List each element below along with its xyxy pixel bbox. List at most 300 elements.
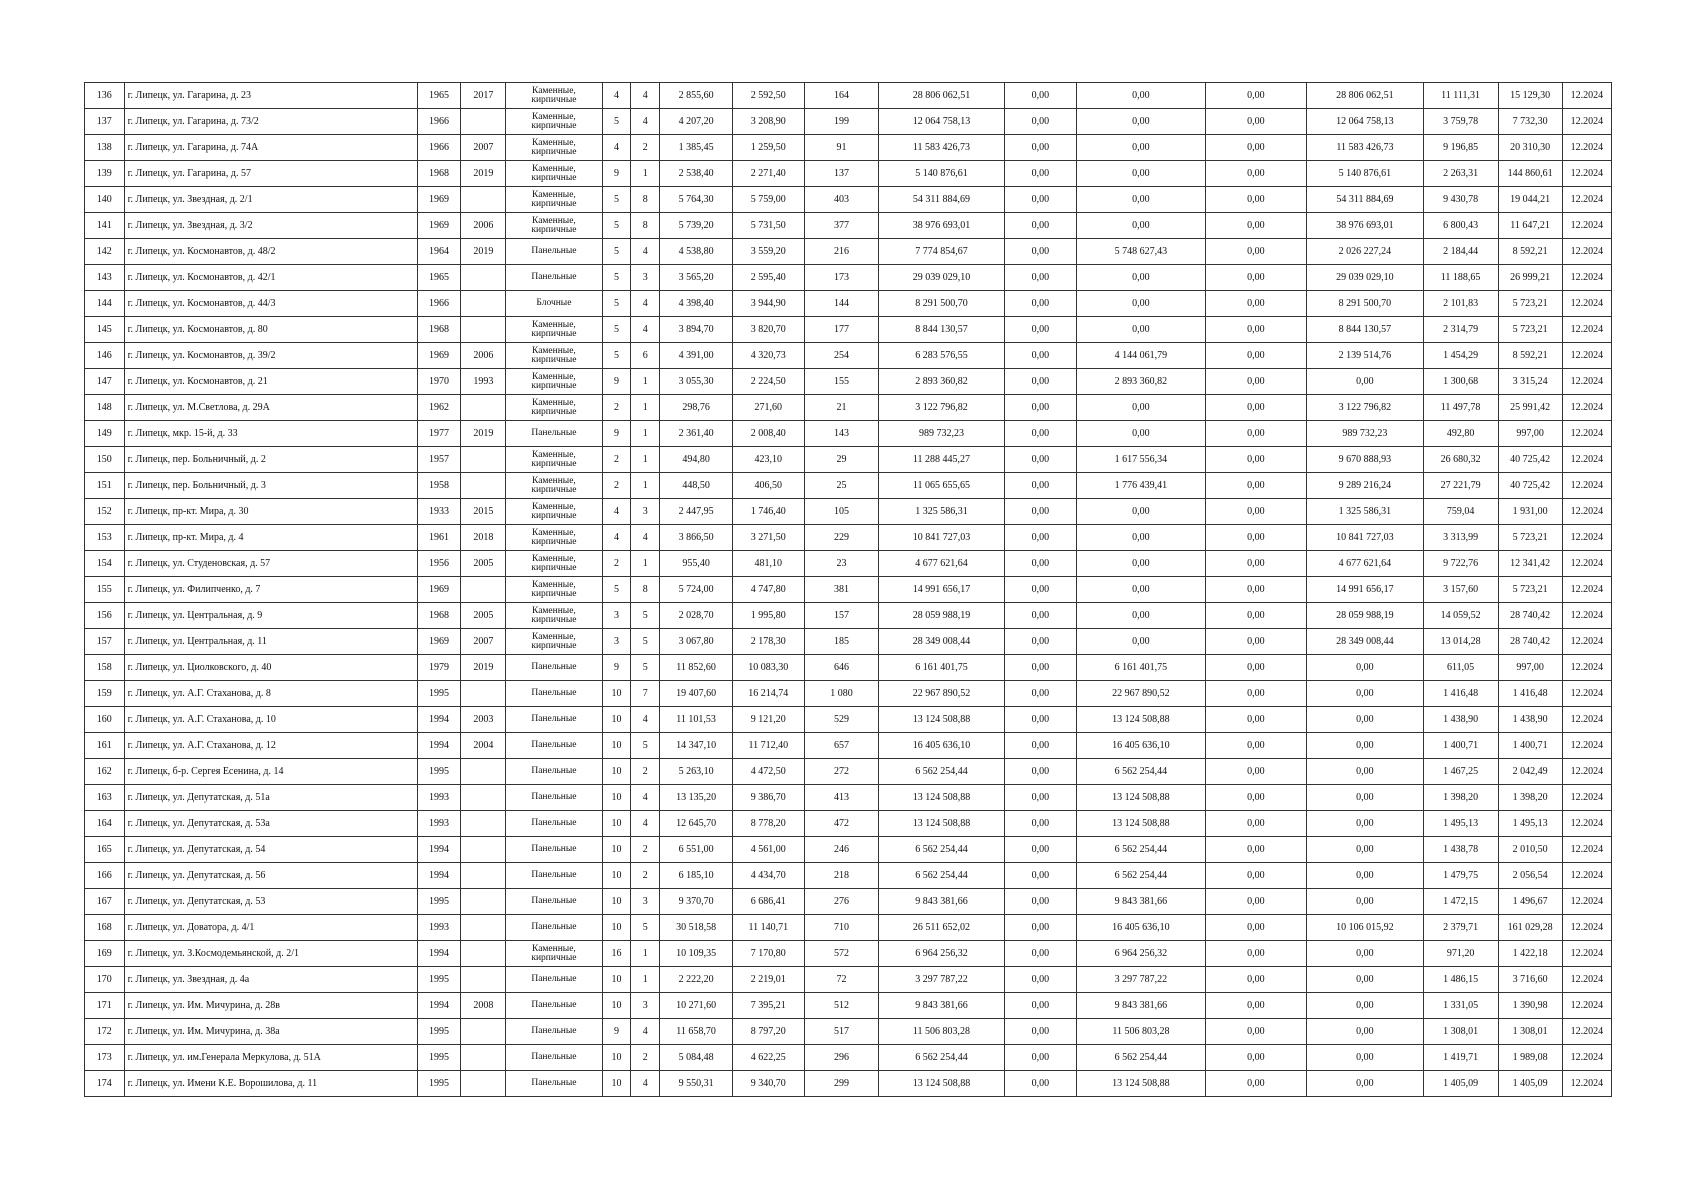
max-cost-per-sqm-cell: 28 740,42: [1498, 603, 1562, 629]
address-cell: г. Липецк, пр-кт. Мира, д. 4: [124, 525, 417, 551]
budget-cost-cell: 0,00: [1077, 161, 1205, 187]
cost-per-sqm-cell: 1 419,71: [1423, 1045, 1498, 1071]
owner-cost-cell: 9 289 216,24: [1307, 473, 1424, 499]
living-area-cell: 3 820,70: [732, 317, 804, 343]
residents-cell: 185: [804, 629, 879, 655]
year-renovated-cell: 2006: [461, 343, 506, 369]
row-number-cell: 140: [85, 187, 125, 213]
owner-cost-cell: 0,00: [1307, 707, 1424, 733]
residents-cell: 173: [804, 265, 879, 291]
deadline-cell: 12.2024: [1562, 733, 1611, 759]
residents-cell: 254: [804, 343, 879, 369]
fund-cost-cell: 0,00: [1004, 1071, 1077, 1097]
wall-material-cell: Каменные, кирпичные: [506, 135, 602, 161]
wall-material-cell: Каменные, кирпичные: [506, 551, 602, 577]
table-row: [85, 785, 1612, 811]
owner-cost-cell: 4 677 621,64: [1307, 551, 1424, 577]
total-cost-cell: 9 843 381,66: [879, 993, 1004, 1019]
other-cost-cell: 0,00: [1205, 265, 1307, 291]
owner-cost-cell: 10 841 727,03: [1307, 525, 1424, 551]
owner-cost-cell: 10 106 015,92: [1307, 915, 1424, 941]
row-number-cell: 159: [85, 681, 125, 707]
residents-cell: 216: [804, 239, 879, 265]
year-renovated-cell: [461, 473, 506, 499]
total-area-cell: 2 538,40: [660, 161, 733, 187]
table-row: [85, 1045, 1612, 1071]
deadline-cell: 12.2024: [1562, 395, 1611, 421]
living-area-cell: 3 271,50: [732, 525, 804, 551]
year-built-cell: 1994: [417, 707, 461, 733]
entrances-cell: 6: [631, 343, 660, 369]
floors-cell: 2: [602, 473, 631, 499]
address-cell: г. Липецк, пер. Больничный, д. 2: [124, 447, 417, 473]
address-cell: г. Липецк, ул. Депутатская, д. 53а: [124, 811, 417, 837]
year-built-cell: 1968: [417, 161, 461, 187]
living-area-cell: 2 219,01: [732, 967, 804, 993]
living-area-cell: 1 259,50: [732, 135, 804, 161]
residents-cell: 572: [804, 941, 879, 967]
cost-per-sqm-cell: 11 497,78: [1423, 395, 1498, 421]
address-cell: г. Липецк, ул. М.Светлова, д. 29А: [124, 395, 417, 421]
floors-cell: 9: [602, 369, 631, 395]
budget-cost-cell: 4 144 061,79: [1077, 343, 1205, 369]
wall-material-cell: Каменные, кирпичные: [506, 213, 602, 239]
owner-cost-cell: 54 311 884,69: [1307, 187, 1424, 213]
total-cost-cell: 4 677 621,64: [879, 551, 1004, 577]
residents-cell: 299: [804, 1071, 879, 1097]
floors-cell: 10: [602, 707, 631, 733]
wall-material-cell: Панельные: [506, 889, 602, 915]
deadline-cell: 12.2024: [1562, 993, 1611, 1019]
table-row: [85, 1019, 1612, 1045]
owner-cost-cell: 0,00: [1307, 785, 1424, 811]
living-area-cell: 2 271,40: [732, 161, 804, 187]
other-cost-cell: 0,00: [1205, 707, 1307, 733]
living-area-cell: 4 320,73: [732, 343, 804, 369]
other-cost-cell: 0,00: [1205, 1071, 1307, 1097]
deadline-cell: 12.2024: [1562, 369, 1611, 395]
max-cost-per-sqm-cell: 1 931,00: [1498, 499, 1562, 525]
total-area-cell: 1 385,45: [660, 135, 733, 161]
residents-cell: 272: [804, 759, 879, 785]
other-cost-cell: 0,00: [1205, 629, 1307, 655]
table-body: [85, 83, 1612, 1097]
address-cell: г. Липецк, ул. Депутатская, д. 56: [124, 863, 417, 889]
max-cost-per-sqm-cell: 1 438,90: [1498, 707, 1562, 733]
entrances-cell: 1: [631, 473, 660, 499]
owner-cost-cell: 28 349 008,44: [1307, 629, 1424, 655]
wall-material-cell: Каменные, кирпичные: [506, 187, 602, 213]
fund-cost-cell: 0,00: [1004, 161, 1077, 187]
budget-cost-cell: 6 562 254,44: [1077, 759, 1205, 785]
wall-material-cell: Каменные, кирпичные: [506, 83, 602, 109]
other-cost-cell: 0,00: [1205, 681, 1307, 707]
total-cost-cell: 13 124 508,88: [879, 811, 1004, 837]
year-renovated-cell: [461, 577, 506, 603]
fund-cost-cell: 0,00: [1004, 135, 1077, 161]
cost-per-sqm-cell: 492,80: [1423, 421, 1498, 447]
fund-cost-cell: 0,00: [1004, 837, 1077, 863]
year-renovated-cell: 2005: [461, 603, 506, 629]
total-area-cell: 11 852,60: [660, 655, 733, 681]
total-cost-cell: 6 964 256,32: [879, 941, 1004, 967]
cost-per-sqm-cell: 611,05: [1423, 655, 1498, 681]
deadline-cell: 12.2024: [1562, 603, 1611, 629]
other-cost-cell: 0,00: [1205, 785, 1307, 811]
max-cost-per-sqm-cell: 7 732,30: [1498, 109, 1562, 135]
wall-material-cell: Каменные, кирпичные: [506, 577, 602, 603]
row-number-cell: 158: [85, 655, 125, 681]
row-number-cell: 138: [85, 135, 125, 161]
address-cell: г. Липецк, ул. Космонавтов, д. 42/1: [124, 265, 417, 291]
year-renovated-cell: 2017: [461, 83, 506, 109]
wall-material-cell: Панельные: [506, 655, 602, 681]
row-number-cell: 172: [85, 1019, 125, 1045]
cost-per-sqm-cell: 9 196,85: [1423, 135, 1498, 161]
max-cost-per-sqm-cell: 144 860,61: [1498, 161, 1562, 187]
fund-cost-cell: 0,00: [1004, 83, 1077, 109]
floors-cell: 9: [602, 421, 631, 447]
total-cost-cell: 28 349 008,44: [879, 629, 1004, 655]
deadline-cell: 12.2024: [1562, 915, 1611, 941]
address-cell: г. Липецк, ул. Звездная, д. 4а: [124, 967, 417, 993]
cost-per-sqm-cell: 1 479,75: [1423, 863, 1498, 889]
year-renovated-cell: [461, 109, 506, 135]
residents-cell: 21: [804, 395, 879, 421]
residents-cell: 144: [804, 291, 879, 317]
total-area-cell: 298,76: [660, 395, 733, 421]
total-cost-cell: 7 774 854,67: [879, 239, 1004, 265]
total-area-cell: 30 518,58: [660, 915, 733, 941]
other-cost-cell: 0,00: [1205, 655, 1307, 681]
floors-cell: 5: [602, 213, 631, 239]
entrances-cell: 1: [631, 551, 660, 577]
floors-cell: 5: [602, 317, 631, 343]
total-area-cell: 3 067,80: [660, 629, 733, 655]
cost-per-sqm-cell: 13 014,28: [1423, 629, 1498, 655]
other-cost-cell: 0,00: [1205, 447, 1307, 473]
deadline-cell: 12.2024: [1562, 941, 1611, 967]
residents-cell: 413: [804, 785, 879, 811]
entrances-cell: 5: [631, 733, 660, 759]
other-cost-cell: 0,00: [1205, 343, 1307, 369]
entrances-cell: 4: [631, 83, 660, 109]
other-cost-cell: 0,00: [1205, 525, 1307, 551]
address-cell: г. Липецк, ул. Космонавтов, д. 39/2: [124, 343, 417, 369]
floors-cell: 10: [602, 967, 631, 993]
wall-material-cell: Каменные, кирпичные: [506, 473, 602, 499]
fund-cost-cell: 0,00: [1004, 889, 1077, 915]
budget-cost-cell: 6 562 254,44: [1077, 863, 1205, 889]
residents-cell: 177: [804, 317, 879, 343]
other-cost-cell: 0,00: [1205, 239, 1307, 265]
year-built-cell: 1961: [417, 525, 461, 551]
max-cost-per-sqm-cell: 2 056,54: [1498, 863, 1562, 889]
address-cell: г. Липецк, ул. Звездная, д. 3/2: [124, 213, 417, 239]
cost-per-sqm-cell: 2 101,83: [1423, 291, 1498, 317]
table-row: [85, 577, 1612, 603]
entrances-cell: 3: [631, 889, 660, 915]
houses-registry-table: [84, 82, 1612, 1097]
year-built-cell: 1968: [417, 317, 461, 343]
other-cost-cell: 0,00: [1205, 837, 1307, 863]
owner-cost-cell: 0,00: [1307, 837, 1424, 863]
address-cell: г. Липецк, ул. Центральная, д. 9: [124, 603, 417, 629]
entrances-cell: 2: [631, 863, 660, 889]
row-number-cell: 170: [85, 967, 125, 993]
total-cost-cell: 5 140 876,61: [879, 161, 1004, 187]
row-number-cell: 146: [85, 343, 125, 369]
fund-cost-cell: 0,00: [1004, 967, 1077, 993]
fund-cost-cell: 0,00: [1004, 733, 1077, 759]
residents-cell: 164: [804, 83, 879, 109]
living-area-cell: 11 140,71: [732, 915, 804, 941]
cost-per-sqm-cell: 3 759,78: [1423, 109, 1498, 135]
living-area-cell: 16 214,74: [732, 681, 804, 707]
floors-cell: 3: [602, 603, 631, 629]
year-built-cell: 1969: [417, 629, 461, 655]
total-area-cell: 11 658,70: [660, 1019, 733, 1045]
deadline-cell: 12.2024: [1562, 447, 1611, 473]
max-cost-per-sqm-cell: 997,00: [1498, 421, 1562, 447]
deadline-cell: 12.2024: [1562, 499, 1611, 525]
residents-cell: 472: [804, 811, 879, 837]
budget-cost-cell: 13 124 508,88: [1077, 707, 1205, 733]
table-row: [85, 343, 1612, 369]
floors-cell: 10: [602, 785, 631, 811]
row-number-cell: 151: [85, 473, 125, 499]
floors-cell: 9: [602, 655, 631, 681]
entrances-cell: 4: [631, 109, 660, 135]
row-number-cell: 144: [85, 291, 125, 317]
max-cost-per-sqm-cell: 11 647,21: [1498, 213, 1562, 239]
other-cost-cell: 0,00: [1205, 967, 1307, 993]
address-cell: г. Липецк, ул. Им. Мичурина, д. 38а: [124, 1019, 417, 1045]
owner-cost-cell: 0,00: [1307, 733, 1424, 759]
table-row: [85, 161, 1612, 187]
wall-material-cell: Каменные, кирпичные: [506, 941, 602, 967]
table-row: [85, 603, 1612, 629]
year-built-cell: 1956: [417, 551, 461, 577]
total-area-cell: 4 538,80: [660, 239, 733, 265]
owner-cost-cell: 29 039 029,10: [1307, 265, 1424, 291]
year-built-cell: 1995: [417, 1045, 461, 1071]
living-area-cell: 9 121,20: [732, 707, 804, 733]
total-area-cell: 11 101,53: [660, 707, 733, 733]
row-number-cell: 164: [85, 811, 125, 837]
total-area-cell: 9 550,31: [660, 1071, 733, 1097]
year-built-cell: 1995: [417, 889, 461, 915]
residents-cell: 512: [804, 993, 879, 1019]
entrances-cell: 1: [631, 395, 660, 421]
other-cost-cell: 0,00: [1205, 915, 1307, 941]
residents-cell: 25: [804, 473, 879, 499]
wall-material-cell: Панельные: [506, 239, 602, 265]
total-cost-cell: 6 562 254,44: [879, 837, 1004, 863]
living-area-cell: 10 083,30: [732, 655, 804, 681]
wall-material-cell: Каменные, кирпичные: [506, 603, 602, 629]
total-cost-cell: 22 967 890,52: [879, 681, 1004, 707]
wall-material-cell: Панельные: [506, 915, 602, 941]
max-cost-per-sqm-cell: 1 416,48: [1498, 681, 1562, 707]
max-cost-per-sqm-cell: 1 495,13: [1498, 811, 1562, 837]
total-area-cell: 2 447,95: [660, 499, 733, 525]
fund-cost-cell: 0,00: [1004, 915, 1077, 941]
row-number-cell: 139: [85, 161, 125, 187]
budget-cost-cell: 0,00: [1077, 83, 1205, 109]
wall-material-cell: Панельные: [506, 733, 602, 759]
total-area-cell: 4 391,00: [660, 343, 733, 369]
year-renovated-cell: 2007: [461, 135, 506, 161]
total-area-cell: 3 055,30: [660, 369, 733, 395]
total-area-cell: 955,40: [660, 551, 733, 577]
floors-cell: 10: [602, 759, 631, 785]
total-area-cell: 10 271,60: [660, 993, 733, 1019]
total-area-cell: 6 185,10: [660, 863, 733, 889]
max-cost-per-sqm-cell: 25 991,42: [1498, 395, 1562, 421]
deadline-cell: 12.2024: [1562, 629, 1611, 655]
max-cost-per-sqm-cell: 40 725,42: [1498, 473, 1562, 499]
wall-material-cell: Панельные: [506, 863, 602, 889]
year-built-cell: 1970: [417, 369, 461, 395]
year-renovated-cell: [461, 1019, 506, 1045]
floors-cell: 2: [602, 447, 631, 473]
deadline-cell: 12.2024: [1562, 135, 1611, 161]
fund-cost-cell: 0,00: [1004, 629, 1077, 655]
row-number-cell: 169: [85, 941, 125, 967]
residents-cell: 199: [804, 109, 879, 135]
year-renovated-cell: 2008: [461, 993, 506, 1019]
row-number-cell: 143: [85, 265, 125, 291]
entrances-cell: 5: [631, 655, 660, 681]
cost-per-sqm-cell: 1 472,15: [1423, 889, 1498, 915]
row-number-cell: 174: [85, 1071, 125, 1097]
entrances-cell: 1: [631, 447, 660, 473]
deadline-cell: 12.2024: [1562, 473, 1611, 499]
cost-per-sqm-cell: 2 379,71: [1423, 915, 1498, 941]
budget-cost-cell: 0,00: [1077, 317, 1205, 343]
floors-cell: 10: [602, 681, 631, 707]
living-area-cell: 7 170,80: [732, 941, 804, 967]
table-row: [85, 863, 1612, 889]
total-cost-cell: 11 288 445,27: [879, 447, 1004, 473]
living-area-cell: 3 208,90: [732, 109, 804, 135]
budget-cost-cell: 6 562 254,44: [1077, 1045, 1205, 1071]
entrances-cell: 7: [631, 681, 660, 707]
deadline-cell: 12.2024: [1562, 317, 1611, 343]
wall-material-cell: Панельные: [506, 785, 602, 811]
floors-cell: 4: [602, 83, 631, 109]
living-area-cell: 423,10: [732, 447, 804, 473]
other-cost-cell: 0,00: [1205, 811, 1307, 837]
other-cost-cell: 0,00: [1205, 473, 1307, 499]
wall-material-cell: Блочные: [506, 291, 602, 317]
row-number-cell: 155: [85, 577, 125, 603]
address-cell: г. Липецк, пер. Больничный, д. 3: [124, 473, 417, 499]
budget-cost-cell: 0,00: [1077, 499, 1205, 525]
residents-cell: 105: [804, 499, 879, 525]
year-built-cell: 1995: [417, 681, 461, 707]
budget-cost-cell: 6 964 256,32: [1077, 941, 1205, 967]
address-cell: г. Липецк, ул. Филипченко, д. 7: [124, 577, 417, 603]
entrances-cell: 3: [631, 265, 660, 291]
other-cost-cell: 0,00: [1205, 291, 1307, 317]
table-row: [85, 629, 1612, 655]
total-cost-cell: 54 311 884,69: [879, 187, 1004, 213]
year-built-cell: 1969: [417, 213, 461, 239]
living-area-cell: 2 592,50: [732, 83, 804, 109]
year-built-cell: 1966: [417, 109, 461, 135]
other-cost-cell: 0,00: [1205, 759, 1307, 785]
row-number-cell: 173: [85, 1045, 125, 1071]
entrances-cell: 1: [631, 161, 660, 187]
total-area-cell: 4 207,20: [660, 109, 733, 135]
entrances-cell: 4: [631, 707, 660, 733]
fund-cost-cell: 0,00: [1004, 707, 1077, 733]
address-cell: г. Липецк, ул. Гагарина, д. 23: [124, 83, 417, 109]
address-cell: г. Липецк, ул. Звездная, д. 2/1: [124, 187, 417, 213]
living-area-cell: 271,60: [732, 395, 804, 421]
total-area-cell: 13 135,20: [660, 785, 733, 811]
year-renovated-cell: [461, 291, 506, 317]
wall-material-cell: Панельные: [506, 1019, 602, 1045]
deadline-cell: 12.2024: [1562, 109, 1611, 135]
deadline-cell: 12.2024: [1562, 343, 1611, 369]
row-number-cell: 165: [85, 837, 125, 863]
total-area-cell: 3 866,50: [660, 525, 733, 551]
max-cost-per-sqm-cell: 1 496,67: [1498, 889, 1562, 915]
wall-material-cell: Каменные, кирпичные: [506, 343, 602, 369]
other-cost-cell: 0,00: [1205, 369, 1307, 395]
cost-per-sqm-cell: 1 438,90: [1423, 707, 1498, 733]
max-cost-per-sqm-cell: 28 740,42: [1498, 629, 1562, 655]
other-cost-cell: 0,00: [1205, 109, 1307, 135]
cost-per-sqm-cell: 26 680,32: [1423, 447, 1498, 473]
residents-cell: 646: [804, 655, 879, 681]
year-renovated-cell: [461, 941, 506, 967]
year-renovated-cell: [461, 447, 506, 473]
living-area-cell: 8 778,20: [732, 811, 804, 837]
entrances-cell: 8: [631, 577, 660, 603]
other-cost-cell: 0,00: [1205, 83, 1307, 109]
total-area-cell: 9 370,70: [660, 889, 733, 915]
living-area-cell: 4 622,25: [732, 1045, 804, 1071]
owner-cost-cell: 0,00: [1307, 889, 1424, 915]
row-number-cell: 160: [85, 707, 125, 733]
fund-cost-cell: 0,00: [1004, 785, 1077, 811]
max-cost-per-sqm-cell: 8 592,21: [1498, 343, 1562, 369]
cost-per-sqm-cell: 11 111,31: [1423, 83, 1498, 109]
max-cost-per-sqm-cell: 26 999,21: [1498, 265, 1562, 291]
deadline-cell: 12.2024: [1562, 1045, 1611, 1071]
max-cost-per-sqm-cell: 5 723,21: [1498, 317, 1562, 343]
year-renovated-cell: [461, 1071, 506, 1097]
total-cost-cell: 26 511 652,02: [879, 915, 1004, 941]
max-cost-per-sqm-cell: 2 010,50: [1498, 837, 1562, 863]
table-row: [85, 83, 1612, 109]
deadline-cell: 12.2024: [1562, 83, 1611, 109]
wall-material-cell: Панельные: [506, 707, 602, 733]
owner-cost-cell: 8 291 500,70: [1307, 291, 1424, 317]
row-number-cell: 150: [85, 447, 125, 473]
address-cell: г. Липецк, б-р. Сергея Есенина, д. 14: [124, 759, 417, 785]
row-number-cell: 136: [85, 83, 125, 109]
cost-per-sqm-cell: 1 300,68: [1423, 369, 1498, 395]
wall-material-cell: Каменные, кирпичные: [506, 161, 602, 187]
address-cell: г. Липецк, ул. Депутатская, д. 54: [124, 837, 417, 863]
residents-cell: 29: [804, 447, 879, 473]
year-built-cell: 1994: [417, 863, 461, 889]
